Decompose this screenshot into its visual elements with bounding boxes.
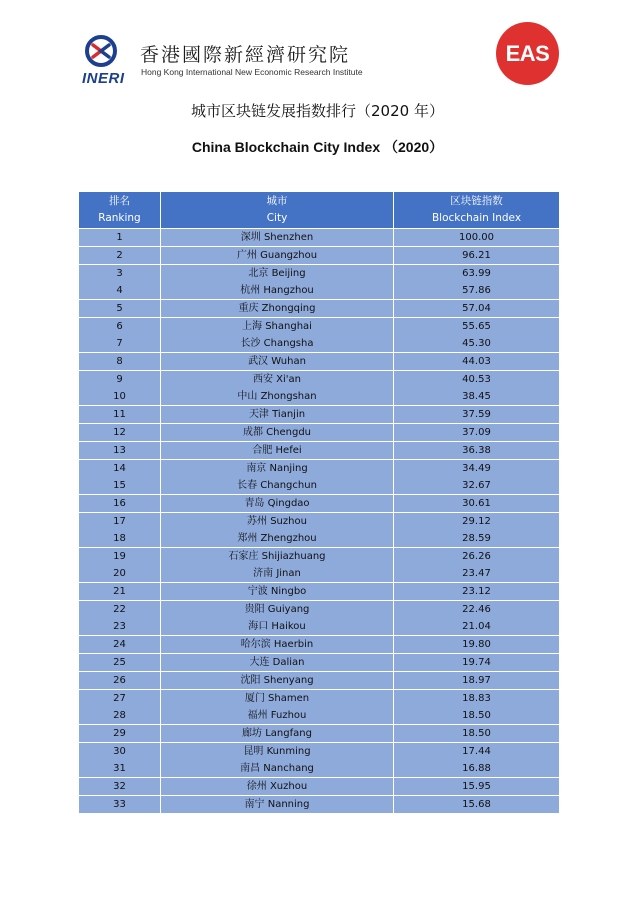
- table-row: [79, 495, 560, 513]
- table-row: [79, 513, 560, 531]
- rank-cell: 15: [79, 477, 161, 495]
- index-cell: 18.50: [394, 707, 560, 725]
- rank-cell: 20: [79, 565, 161, 583]
- table-header-row: [79, 192, 560, 229]
- city-cell: 大连 Dalian: [161, 654, 394, 672]
- table-row: [79, 229, 560, 247]
- rank-cell: 4: [79, 282, 161, 300]
- city-cell: 郑州 Zhengzhou: [161, 530, 394, 548]
- city-cell: 深圳 Shenzhen: [161, 229, 394, 247]
- table-row: [79, 247, 560, 265]
- ineri-logo: [82, 34, 382, 94]
- logo-ineri-text: INERI: [82, 70, 125, 87]
- table-row: [79, 424, 560, 442]
- table-row: [79, 388, 560, 406]
- city-cell: 北京 Beijing: [161, 265, 394, 283]
- city-cell: 苏州 Suzhou: [161, 513, 394, 531]
- rank-cell: 19: [79, 548, 161, 566]
- index-cell: 37.09: [394, 424, 560, 442]
- city-cell: 天津 Tianjin: [161, 406, 394, 424]
- index-cell: 57.04: [394, 300, 560, 318]
- table-row: [79, 371, 560, 389]
- table-row: [79, 442, 560, 460]
- table-row: [79, 743, 560, 761]
- index-cell: 21.04: [394, 618, 560, 636]
- index-cell: 29.12: [394, 513, 560, 531]
- city-cell: 徐州 Xuzhou: [161, 778, 394, 796]
- index-cell: 15.95: [394, 778, 560, 796]
- index-cell: 23.47: [394, 565, 560, 583]
- column-header-en: City: [266, 212, 288, 224]
- rank-cell: 32: [79, 778, 161, 796]
- city-cell: 西安 Xi'an: [161, 371, 394, 389]
- city-cell: 中山 Zhongshan: [161, 388, 394, 406]
- city-cell: 长沙 Changsha: [161, 335, 394, 353]
- city-cell: 上海 Shanghai: [161, 318, 394, 336]
- city-cell: 广州 Guangzhou: [161, 247, 394, 265]
- index-cell: 18.97: [394, 672, 560, 690]
- table-row: [79, 530, 560, 548]
- city-cell: 石家庄 Shijiazhuang: [161, 548, 394, 566]
- eas-logo: EAS: [496, 22, 559, 85]
- institute-english-name: Hong Kong International New Economic Research Institute: [141, 67, 363, 77]
- rank-cell: 17: [79, 513, 161, 531]
- table-row: [79, 282, 560, 300]
- table-row: [79, 796, 560, 814]
- table-row: [79, 618, 560, 636]
- rank-cell: 16: [79, 495, 161, 513]
- city-cell: 青岛 Qingdao: [161, 495, 394, 513]
- city-cell: 哈尔滨 Haerbin: [161, 636, 394, 654]
- table-row: [79, 690, 560, 708]
- city-cell: 杭州 Hangzhou: [161, 282, 394, 300]
- table-body: [79, 229, 560, 814]
- rank-cell: 13: [79, 442, 161, 460]
- city-cell: 宁波 Ningbo: [161, 583, 394, 601]
- table-row: [79, 725, 560, 743]
- column-header-ranking: [79, 192, 161, 229]
- rank-cell: 31: [79, 760, 161, 778]
- rank-cell: 26: [79, 672, 161, 690]
- index-cell: 55.65: [394, 318, 560, 336]
- index-cell: 17.44: [394, 743, 560, 761]
- ineri-logo-icon: [84, 34, 128, 68]
- city-cell: 南昌 Nanchang: [161, 760, 394, 778]
- index-cell: 38.45: [394, 388, 560, 406]
- rank-cell: 9: [79, 371, 161, 389]
- table-row: [79, 406, 560, 424]
- index-cell: 18.50: [394, 725, 560, 743]
- city-cell: 厦门 Shamen: [161, 690, 394, 708]
- rank-cell: 6: [79, 318, 161, 336]
- index-cell: 30.61: [394, 495, 560, 513]
- rank-cell: 24: [79, 636, 161, 654]
- city-cell: 重庆 Zhongqing: [161, 300, 394, 318]
- city-cell: 沈阳 Shenyang: [161, 672, 394, 690]
- rank-cell: 1: [79, 229, 161, 247]
- index-cell: 40.53: [394, 371, 560, 389]
- rank-cell: 3: [79, 265, 161, 283]
- index-cell: 26.26: [394, 548, 560, 566]
- city-index-table: [78, 191, 560, 814]
- table-row: [79, 565, 560, 583]
- index-cell: 15.68: [394, 796, 560, 814]
- rank-cell: 5: [79, 300, 161, 318]
- index-cell: 96.21: [394, 247, 560, 265]
- table-row: [79, 583, 560, 601]
- city-cell: 南宁 Nanning: [161, 796, 394, 814]
- institute-chinese-name: 香港國際新經濟研究院: [140, 44, 351, 66]
- index-cell: 45.30: [394, 335, 560, 353]
- index-cell: 63.99: [394, 265, 560, 283]
- table-row: [79, 477, 560, 495]
- column-header-city: [161, 192, 394, 229]
- city-cell: 福州 Fuzhou: [161, 707, 394, 725]
- index-cell: 32.67: [394, 477, 560, 495]
- city-cell: 长春 Changchun: [161, 477, 394, 495]
- rank-cell: 7: [79, 335, 161, 353]
- index-cell: 28.59: [394, 530, 560, 548]
- index-cell: 37.59: [394, 406, 560, 424]
- page-title-chinese: 城市区块链发展指数排行（2020 年）: [191, 102, 444, 120]
- rank-cell: 8: [79, 353, 161, 371]
- index-cell: 44.03: [394, 353, 560, 371]
- table-row: [79, 335, 560, 353]
- index-cell: 18.83: [394, 690, 560, 708]
- table-row: [79, 636, 560, 654]
- city-cell: 武汉 Wuhan: [161, 353, 394, 371]
- city-cell: 合肥 Hefei: [161, 442, 394, 460]
- rank-cell: 22: [79, 601, 161, 619]
- column-header-en: Blockchain Index: [431, 212, 522, 224]
- rank-cell: 14: [79, 460, 161, 478]
- table-row: [79, 353, 560, 371]
- city-cell: 贵阳 Guiyang: [161, 601, 394, 619]
- rank-cell: 30: [79, 743, 161, 761]
- table-row: [79, 760, 560, 778]
- rank-cell: 25: [79, 654, 161, 672]
- index-cell: 23.12: [394, 583, 560, 601]
- table-row: [79, 300, 560, 318]
- column-header-index: [394, 192, 560, 229]
- index-cell: 36.38: [394, 442, 560, 460]
- column-header-en: Ranking: [98, 212, 141, 224]
- index-cell: 57.86: [394, 282, 560, 300]
- index-cell: 19.74: [394, 654, 560, 672]
- city-cell: 海口 Haikou: [161, 618, 394, 636]
- table-row: [79, 548, 560, 566]
- column-header-cn: 排名: [109, 195, 130, 207]
- rank-cell: 27: [79, 690, 161, 708]
- table-row: [79, 707, 560, 725]
- rank-cell: 29: [79, 725, 161, 743]
- table-row: [79, 601, 560, 619]
- index-cell: 16.88: [394, 760, 560, 778]
- rank-cell: 23: [79, 618, 161, 636]
- rank-cell: 10: [79, 388, 161, 406]
- rank-cell: 28: [79, 707, 161, 725]
- table-row: [79, 318, 560, 336]
- table-row: [79, 460, 560, 478]
- table-row: [79, 654, 560, 672]
- index-cell: 19.80: [394, 636, 560, 654]
- rank-cell: 21: [79, 583, 161, 601]
- rank-cell: 12: [79, 424, 161, 442]
- table-row: [79, 778, 560, 796]
- rank-cell: 11: [79, 406, 161, 424]
- table-row: [79, 265, 560, 283]
- index-cell: 100.00: [394, 229, 560, 247]
- rank-cell: 18: [79, 530, 161, 548]
- city-cell: 南京 Nanjing: [161, 460, 394, 478]
- city-cell: 济南 Jinan: [161, 565, 394, 583]
- city-cell: 廊坊 Langfang: [161, 725, 394, 743]
- index-cell: 22.46: [394, 601, 560, 619]
- column-header-cn: 城市: [266, 195, 288, 207]
- index-cell: 34.49: [394, 460, 560, 478]
- city-cell: 昆明 Kunming: [161, 743, 394, 761]
- rank-cell: 33: [79, 796, 161, 814]
- page-title-english: China Blockchain City Index （2020）: [191, 139, 444, 155]
- rank-cell: 2: [79, 247, 161, 265]
- city-cell: 成都 Chengdu: [161, 424, 394, 442]
- table-row: [79, 672, 560, 690]
- column-header-cn: 区块链指数: [450, 195, 503, 207]
